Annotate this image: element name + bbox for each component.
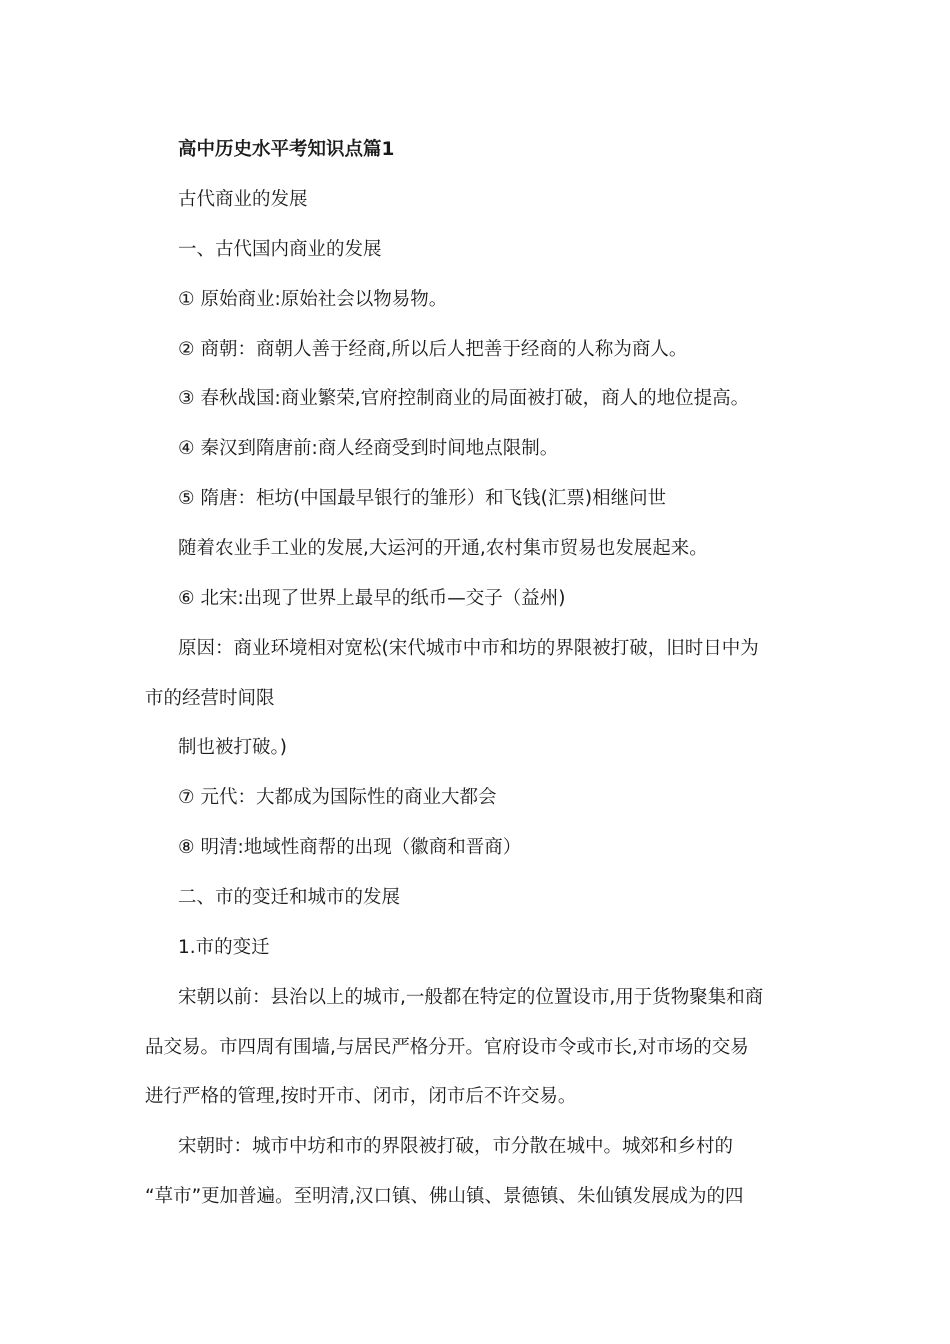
paragraph-line: 进行严格的管理,按时开市、闭市，闭市后不许交易。 [145, 1086, 577, 1107]
list-item: ① 原始商业:原始社会以物易物。 [178, 289, 448, 310]
list-item: ⑤ 隋唐：柜坊(中国最早银行的雏形）和飞钱(汇票)相继问世 [178, 488, 667, 509]
list-item: ⑥ 北宋:出现了世界上最早的纸币—交子（益州) [178, 588, 566, 609]
subsection-heading: 一、古代国内商业的发展 [178, 239, 382, 260]
list-item: ⑦ 元代：大都成为国际性的商业大都会 [178, 787, 497, 808]
paragraph-line: 随着农业手工业的发展,大运河的开通,农村集市贸易也发展起来。 [178, 538, 708, 559]
paragraph-line: 品交易。市四周有围墙,与居民严格分开。官府设市令或市长,对市场的交易 [145, 1037, 749, 1058]
section-heading: 古代商业的发展 [178, 189, 308, 210]
paragraph-line: 宋朝时：城市中坊和市的界限被打破，市分散在城中。城郊和乡村的 [178, 1136, 734, 1157]
document-title: 高中历史水平考知识点篇1 [178, 139, 395, 160]
list-item: ⑧ 明清:地域性商帮的出现（徽商和晋商） [178, 837, 522, 858]
list-item: ② 商朝：商朝人善于经商,所以后人把善于经商的人称为商人。 [178, 339, 688, 360]
paragraph-line: “草市”更加普遍。至明清,汉口镇、佛山镇、景德镇、朱仙镇发展成为的四 [145, 1186, 744, 1207]
paragraph-line: 原因：商业环境相对宽松(宋代城市中市和坊的界限被打破，旧时日中为 [178, 638, 759, 659]
list-item: ③ 春秋战国:商业繁荣,官府控制商业的局面被打破，商人的地位提高。 [178, 388, 750, 409]
subsection-heading: 1.市的变迁 [178, 937, 270, 958]
paragraph-line: 宋朝以前：县治以上的城市,一般都在特定的位置设市,用于货物聚集和商 [178, 987, 764, 1008]
list-item: ④ 秦汉到隋唐前:商人经商受到时间地点限制。 [178, 438, 559, 459]
subsection-heading: 二、市的变迁和城市的发展 [178, 887, 401, 908]
paragraph-line: 市的经营时间限 [145, 688, 275, 709]
paragraph-line: 制也被打破。) [178, 737, 287, 758]
